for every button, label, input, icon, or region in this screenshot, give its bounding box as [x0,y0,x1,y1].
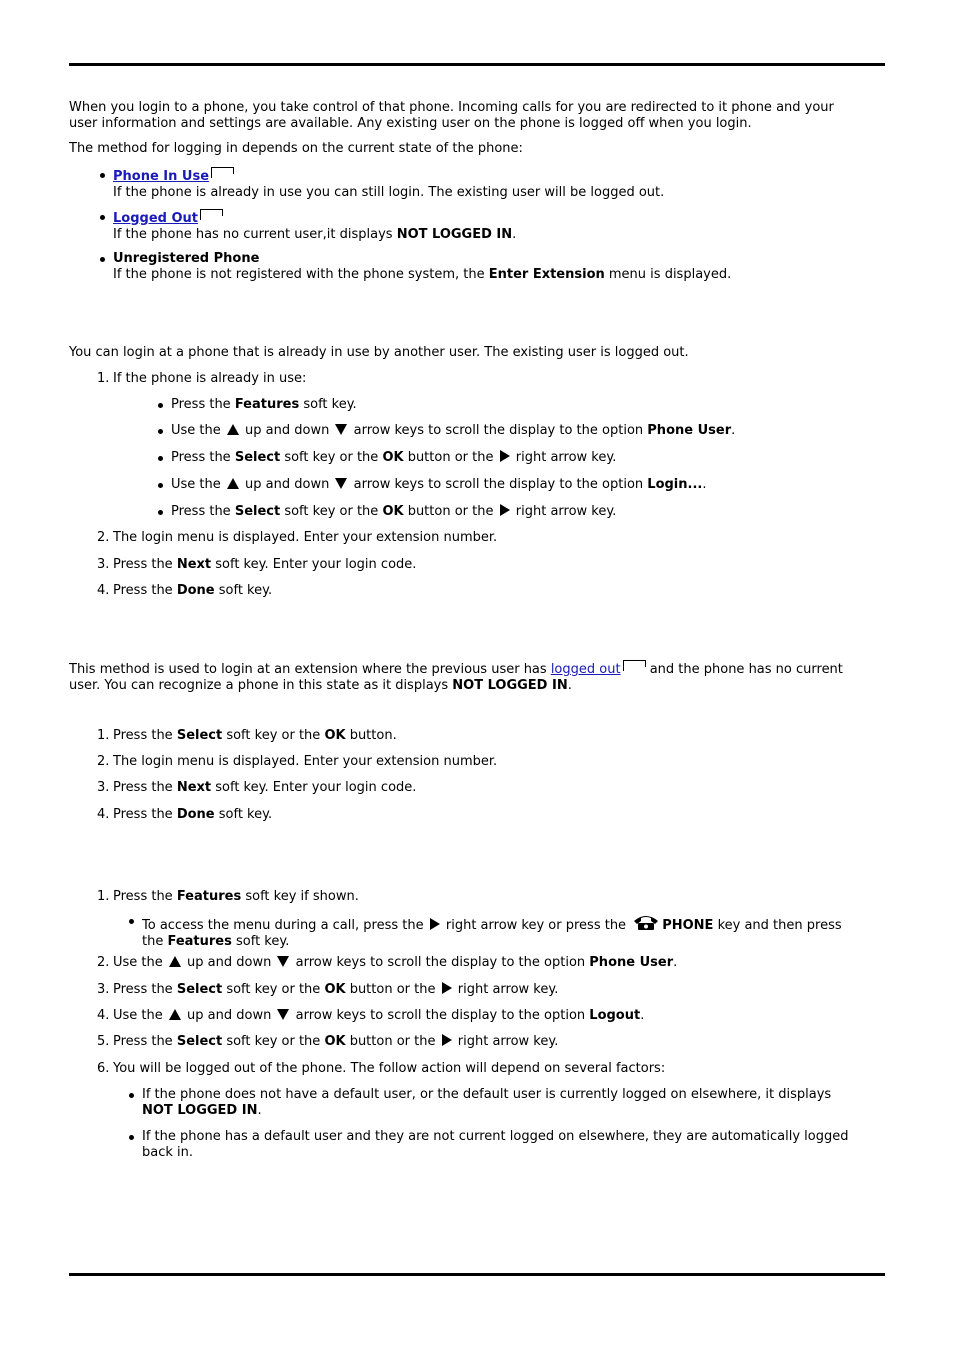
ok-label: OK [324,982,346,997]
right-arrow-icon [430,918,440,930]
text: button or the [403,450,494,465]
text: soft key. Enter your login code. [211,557,417,572]
jump-link-icon [211,167,234,178]
in-use-substep-e [171,504,616,520]
text: Press the [113,1034,177,1049]
step-number: 1. [97,371,110,386]
text: soft key or the [222,728,325,743]
text: right arrow key. [457,1034,559,1049]
text: Press the [113,982,177,997]
text: button or the [403,504,494,519]
ok-label: OK [324,728,346,743]
not-logged-in-label: NOT LOGGED IN [396,227,513,242]
text: . [512,227,517,242]
text: menu is displayed. [604,267,732,282]
state-item-phone-in-use [113,167,664,201]
intro-line-2: user information and settings are available. Any existing user on the phone is logged off when you login. [69,116,752,131]
step-number: 2. [97,754,110,769]
phone-label: PHONE [662,918,714,933]
phone-icon [632,913,660,931]
ok-label: OK [382,450,404,465]
step-number: 4. [97,807,110,822]
logged-out-step-3 [97,780,417,796]
in-use-substep-c [171,450,616,466]
text: Press the [171,450,235,465]
features-label: Features [234,397,300,412]
logout-substep-6b [142,1129,862,1161]
not-logged-in-label: NOT LOGGED IN [142,1103,258,1118]
text: soft key or the [222,1034,325,1049]
next-label: Next [176,557,212,572]
select-label: Select [176,728,223,743]
text: up and down [187,955,272,970]
in-use-substep-a [171,397,357,413]
logout-step-5 [97,1034,559,1050]
step-number: 4. [97,583,110,598]
text: arrow keys to scroll the display to the option [295,1008,590,1023]
text: the [142,934,168,949]
header-rule [69,63,885,66]
text: soft key if shown. [241,889,359,904]
text: user. You can recognize a phone in this state as it displays [69,678,453,693]
step-text: The login menu is displayed. Enter your extension number. [113,530,498,545]
text: Press the [113,889,177,904]
text: soft key or the [280,504,383,519]
text: Press the [171,397,235,412]
text: soft key. Enter your login code. [211,780,417,795]
text: . [702,477,707,492]
up-arrow-icon [227,478,239,489]
text: If the phone has no current user,it displays [113,227,397,242]
select-label: Select [176,982,223,997]
down-arrow-icon [335,424,347,435]
text: Use the [171,423,221,438]
in-use-step-4 [97,583,273,599]
text: Press the [113,583,177,598]
step-number: 1. [97,728,110,743]
logout-step-4 [97,1008,645,1024]
step-number: 3. [97,780,110,795]
logged-out-intro [69,660,869,694]
text: up and down [245,477,330,492]
text: To access the menu during a call, press the [142,918,424,933]
text: . [640,1008,645,1023]
right-arrow-icon [442,1034,452,1046]
text: Use the [113,1008,163,1023]
text: Press the [113,780,177,795]
text: soft key. [299,397,357,412]
logout-step-3 [97,982,559,998]
right-arrow-icon [500,450,510,462]
text: right arrow key or press the [445,918,627,933]
phone-user-label: Phone User [589,955,674,970]
text: right arrow key. [515,450,617,465]
jump-link-icon [200,209,223,220]
select-label: Select [234,450,281,465]
step-number: 3. [97,557,110,572]
logout-substep-1 [142,913,862,950]
down-arrow-icon [277,956,289,967]
text: Use the [113,955,163,970]
step-number: 4. [97,1008,110,1023]
ok-label: OK [382,504,404,519]
text: button or the [345,1034,436,1049]
text: soft key. [231,934,290,949]
text: Press the [113,807,177,822]
ok-label: OK [324,1034,346,1049]
logout-label: Logout [589,1008,641,1023]
text: and the phone has no current [645,662,843,677]
step-number: 1. [97,889,110,904]
text: This method is used to login at an extension where the previous user has [69,662,551,677]
text: Press the [113,728,177,743]
text: button or the [345,982,436,997]
unregistered-title: Unregistered Phone [113,251,260,266]
right-arrow-icon [500,504,510,516]
text: right arrow key. [515,504,617,519]
logged-out-link[interactable]: Logged Out [113,211,198,226]
right-arrow-icon [442,982,452,994]
features-label: Features [176,889,242,904]
down-arrow-icon [277,1009,289,1020]
logout-substep-6a [142,1087,862,1119]
text: key and then press [713,918,842,933]
method-paragraph: The method for logging in depends on the current state of the phone: [69,141,523,156]
text: . [257,1103,262,1118]
text: Press the [113,557,177,572]
in-use-step-3 [97,557,417,573]
step-number: 5. [97,1034,110,1049]
enter-extension-label: Enter Extension [488,267,605,282]
text: If the phone has a default user and they are not current logged on elsewhere, they are automatically logged [142,1129,849,1144]
text: soft key. [214,807,273,822]
text: back in. [142,1145,194,1160]
in-use-substep-b [171,423,735,439]
text: soft key or the [222,982,325,997]
in-use-step-2 [97,530,498,546]
select-label: Select [234,504,281,519]
text: Use the [171,477,221,492]
logout-step-6 [97,1061,666,1077]
text: arrow keys to scroll the display to the option [295,955,590,970]
features-label: Features [167,934,232,949]
text: soft key or the [280,450,383,465]
text: right arrow key. [457,982,559,997]
step-number: 6. [97,1061,110,1076]
step-number: 2. [97,530,110,545]
logout-step-1 [97,889,359,905]
done-label: Done [176,807,215,822]
down-arrow-icon [335,478,347,489]
up-arrow-icon [169,956,181,967]
step-number: 3. [97,982,110,997]
next-label: Next [176,780,212,795]
step-text: If the phone is already in use: [113,371,307,386]
login-label: Login... [647,477,703,492]
jump-link-icon [623,660,646,671]
select-label: Select [176,1034,223,1049]
logged-out-step-2 [97,754,498,770]
text: If the phone is not registered with the phone system, the [113,267,489,282]
step-number: 2. [97,955,110,970]
phone-in-use-link[interactable]: Phone In Use [113,169,210,184]
in-use-step-1 [97,371,307,387]
logged-out-step-1 [97,728,397,744]
step-text: You will be logged out of the phone. The follow action will depend on several factors: [113,1061,666,1076]
text: up and down [187,1008,272,1023]
text: arrow keys to scroll the display to the option [353,477,648,492]
phone-user-label: Phone User [647,423,732,438]
state-item-logged-out [113,209,516,243]
logged-out-inline-link[interactable]: logged out [550,662,621,677]
done-label: Done [176,583,215,598]
text: . [673,955,678,970]
intro-line-1: When you login to a phone, you take control of that phone. Incoming calls for you are redirected to it phone and your [69,100,834,115]
state-item-unregistered [113,251,731,283]
text: soft key. [214,583,273,598]
step-text: The login menu is displayed. Enter your extension number. [113,754,498,769]
up-arrow-icon [227,424,239,435]
text: . [731,423,736,438]
text: button. [345,728,397,743]
text: If the phone does not have a default user, or the default user is currently logged on elsewhere, it displays [142,1087,832,1102]
logged-out-step-4 [97,807,273,823]
text: up and down [245,423,330,438]
text: . [567,678,572,693]
text: Press the [171,504,235,519]
footer-rule [69,1273,885,1276]
text: arrow keys to scroll the display to the option [353,423,648,438]
in-use-substep-d [171,477,706,493]
intro-paragraph [69,100,859,132]
not-logged-in-label: NOT LOGGED IN [452,678,568,693]
logout-step-2 [97,955,678,971]
up-arrow-icon [169,1009,181,1020]
phone-in-use-desc: If the phone is already in use you can still login. The existing user will be logged out. [113,185,665,200]
in-use-intro: You can login at a phone that is already in use by another user. The existing user is logged out. [69,345,689,360]
